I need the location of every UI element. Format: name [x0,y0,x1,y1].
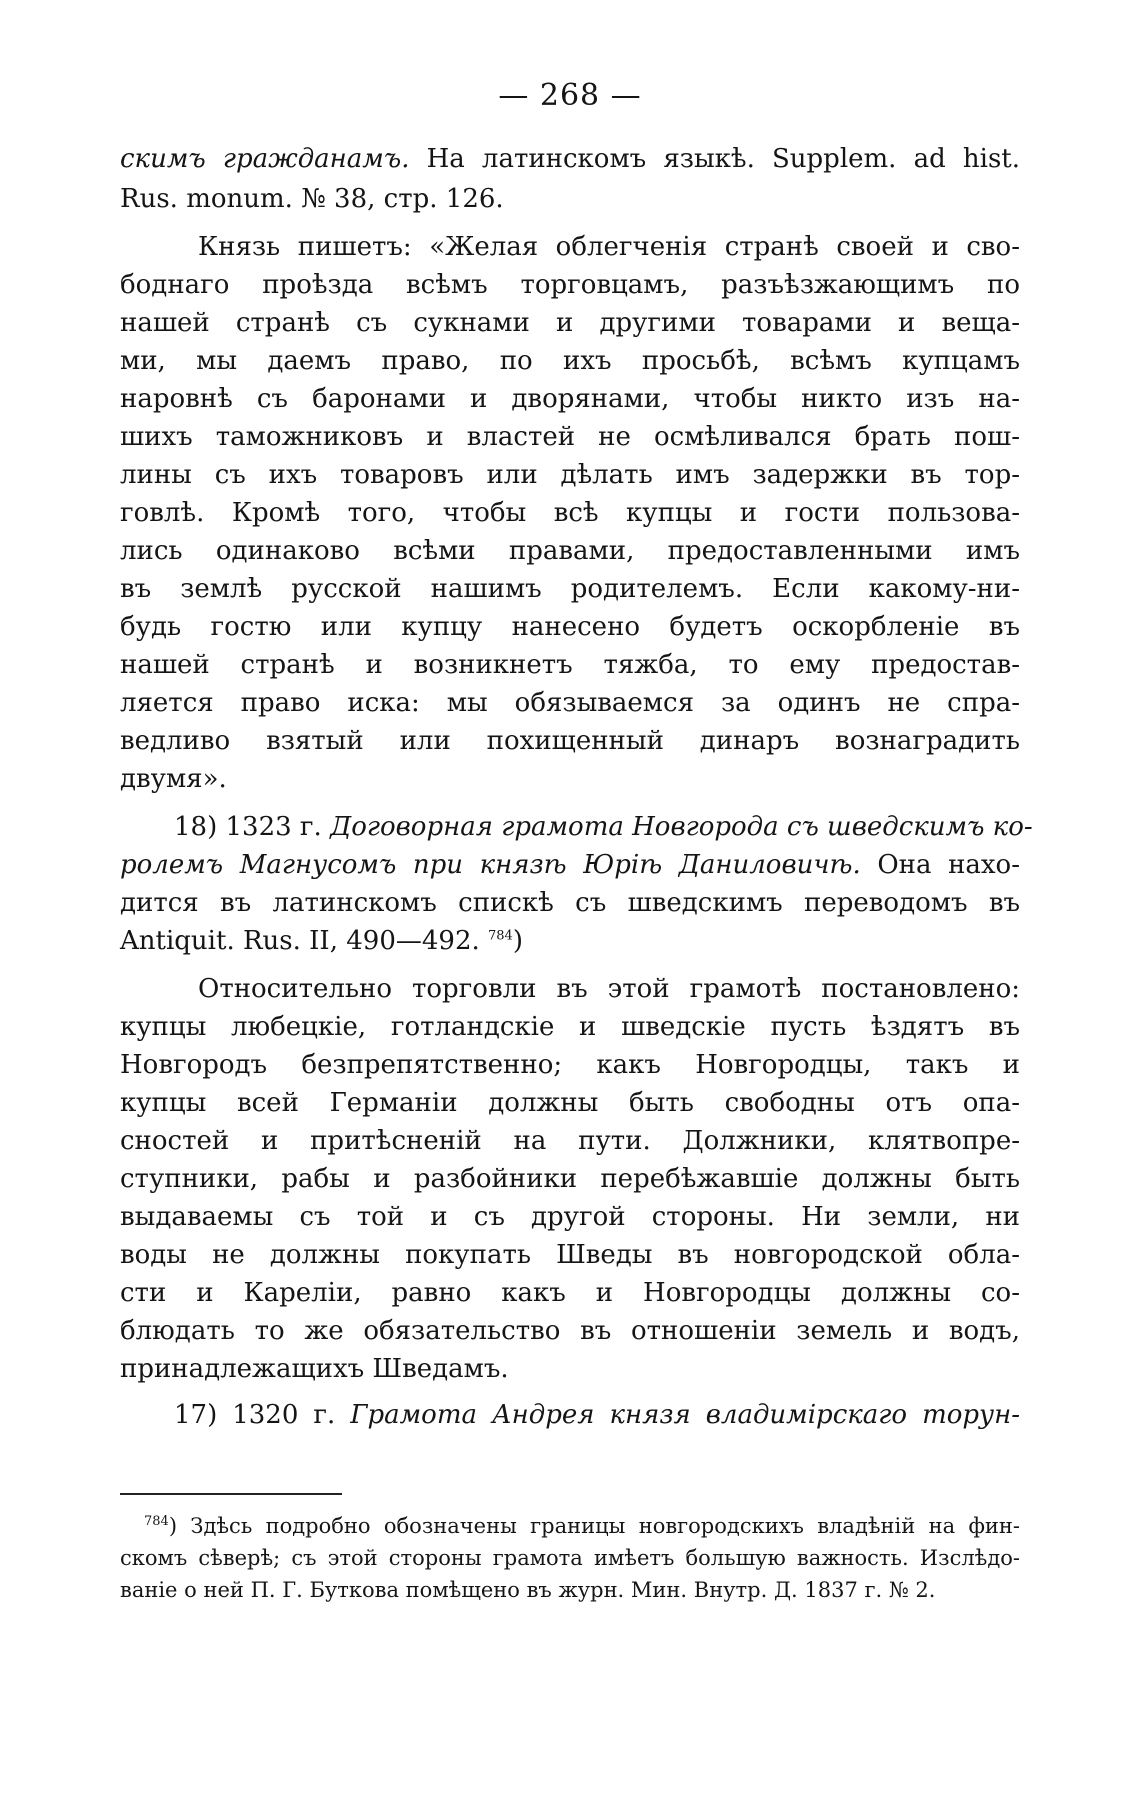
text-line: боднаго проѣзда всѣмъ торговцамъ, разъѣзжающимъ по [120,270,1020,300]
text-line: будь гостю или купцу нанесено будетъ оскорбленіе въ [120,612,1020,642]
page-number: — 268 — [498,78,642,113]
text-line: сти и Кареліи, равно какъ и Новгородцы должны со- [120,1278,1020,1308]
text-line [120,848,1020,882]
text-line [120,142,1020,176]
text-line: ступники, рабы и разбойники перебѣжавшіе должны быть [120,1164,1020,1194]
text-span: На латинскомъ языкѣ. Supplem. ad hist. [409,144,1020,174]
italic-text: Договорная грамота Новгорода съ шведскимъ ко- [330,812,1033,842]
text-line: ляется право иска: мы обязываемся за одинъ не спра- [120,688,1020,718]
text-span: ) Здѣсь подробно обозначены границы новгородскихъ владѣній на фин- [168,1514,1020,1538]
text-line: говлѣ. Кромѣ того, чтобы всѣ купцы и гости пользова- [120,498,1020,528]
text-line: двумя». [120,764,227,794]
text-line: нашей странѣ и возникнетъ тяжба, то ему предостав- [120,650,1020,680]
text-line: въ землѣ русской нашимъ родителемъ. Если какому-ни- [120,574,1020,604]
text-line: купцы любецкіе, готландскіе и шведскіе пусть ѣздятъ въ [120,1012,1020,1042]
footnote-mark: 784 [144,1514,169,1529]
text-line [174,810,1033,844]
text-line: Относительно торговли въ этой грамотѣ постановлено: [198,974,1020,1004]
footnote-divider [120,1493,342,1495]
text-line: Новгородъ безпрепятственно; какъ Новгородцы, такъ и [120,1050,1020,1080]
italic-text: Грамота Андрея князя владимірскаго торун- [350,1400,1021,1430]
italic-text: ролемъ Магнусомъ при князѣ Юріѣ Даниловичѣ. [120,850,861,880]
text-line: принадлежащихъ Шведамъ. [120,1354,509,1384]
italic-text: скимъ гражданамъ. [120,144,410,174]
text-line: Rus. monum. № 38, стр. 126. [120,184,504,214]
text-line: нашей странѣ съ сукнами и другими товарами и веща- [120,308,1020,338]
text-line: лины съ ихъ товаровъ или дѣлать имъ задержки въ тор- [120,460,1020,490]
text-line: лись одинаково всѣми правами, предоставленными имъ [120,536,1020,566]
text-line: выдаваемы съ той и съ другой стороны. Ни земли, ни [120,1202,1020,1232]
footnote-line: ваніе о ней П. Г. Буткова помѣщено въ журн. Мин. Внутр. Д. 1837 г. № 2. [120,1578,936,1602]
text-span: ) [512,926,523,956]
text-line: сностей и притѣсненій на пути. Должники, клятвопре- [120,1126,1020,1156]
text-line: ведливо взятый или похищенный динаръ вознаградить [120,726,1020,756]
text-line [120,924,1020,958]
text-span: Antiquit. Rus. II, 490—492. [120,926,480,956]
text-line: шихъ таможниковъ и властей не осмѣливался брать пош- [120,422,1020,452]
text-line: блюдать то же обязательство въ отношеніи земель и водъ, [120,1316,1020,1346]
footnote-ref: 784 [488,928,513,944]
text-line: купцы всей Германіи должны быть свободны отъ опа- [120,1088,1020,1118]
entry-number: 17) 1320 г. [174,1400,351,1430]
entry-number: 18) 1323 г. [174,812,331,842]
footnote-line: скомъ сѣверѣ; съ этой стороны грамота имѣетъ большую важность. Изслѣдо- [120,1546,1020,1570]
text-line: ми, мы даемъ право, по ихъ просьбѣ, всѣмъ купцамъ [120,346,1020,376]
text-span: Она нахо- [860,850,1020,880]
text-line: дится въ латинскомъ спискѣ съ шведскимъ переводомъ въ [120,888,1020,918]
text-line: воды не должны покупать Шведы въ новгородской обла- [120,1240,1020,1270]
footnote-line [144,1512,1020,1540]
text-line: Князь пишетъ: «Желая облегченія странѣ своей и сво- [198,232,1020,262]
text-line [174,1398,1020,1432]
text-line: наровнѣ съ баронами и дворянами, чтобы никто изъ на- [120,384,1020,414]
